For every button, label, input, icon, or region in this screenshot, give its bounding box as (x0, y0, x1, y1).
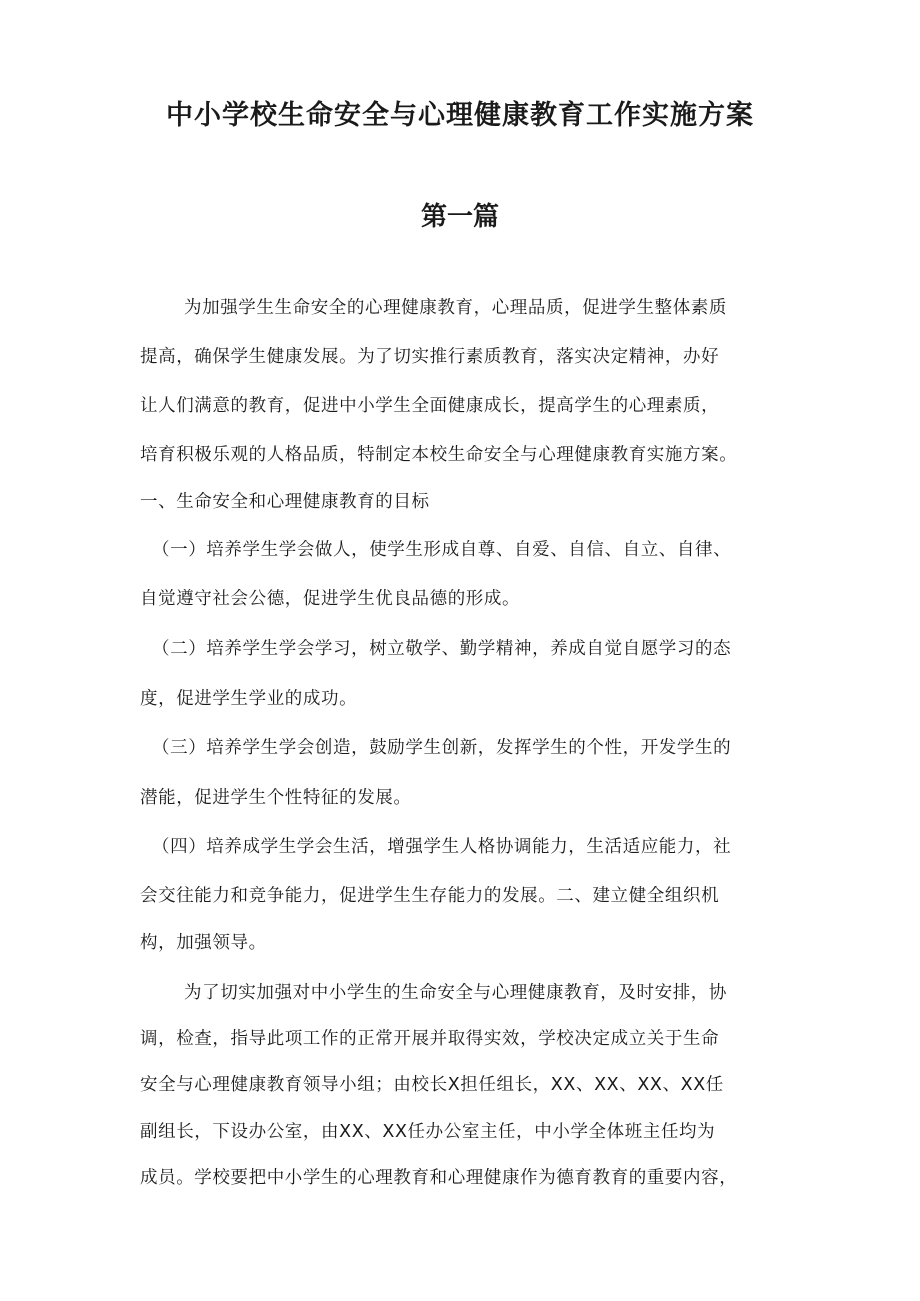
paragraph-line: 培育积极乐观的人格品质，特制定本校生命安全与心理健康教育实施方案。 (140, 445, 738, 465)
paragraph-line: （二）培养学生学会学习，树立敬学、勤学精神，养成自觉自愿学习的态 (152, 639, 732, 659)
paragraph-line: 构，加强领导。 (140, 933, 267, 953)
paragraph-line: 为了切实加强对中小学生的生命安全与心理健康教育，及时安排，协 (184, 983, 727, 1003)
paragraph-line: 让人们满意的教育，促进中小学生全面健康成长，提高学生的心理素质， (140, 396, 720, 416)
section-heading: 第一篇 (420, 202, 499, 232)
paragraph-line: （三）培养学生学会创造，鼓励学生创新，发挥学生的个性，开发学生的 (152, 738, 732, 758)
paragraph-line: 为加强学生生命安全的心理健康教育，心理品质，促进学生整体素质 (184, 298, 727, 318)
paragraph-line: （一）培养学生学会做人，使学生形成自尊、自爱、自信、自立、自律、 (152, 540, 732, 560)
paragraph-line: 提高，确保学生健康发展。为了切实推行素质教育，落实决定精神，办好 (140, 347, 720, 367)
paragraph-line: 成员。学校要把中小学生的心理教育和心理健康作为德育教育的重要内容， (140, 1168, 738, 1188)
section-heading-line: 一、生命安全和心理健康教育的目标 (140, 492, 430, 512)
paragraph-line: 度，促进学生学业的成功。 (140, 689, 358, 709)
document-title: 中小学校生命安全与心理健康教育工作实施方案 (166, 100, 754, 131)
paragraph-line: 潜能，促进学生个性特征的发展。 (140, 788, 412, 808)
paragraph-line: 调，检查，指导此项工作的正常开展并取得实效，学校决定成立关于生命 (140, 1029, 720, 1049)
paragraph-line: 会交往能力和竞争能力，促进学生生存能力的发展。二、建立健全组织机 (140, 886, 720, 906)
paragraph-line: 副组长，下设办公室，由XX、XX任办公室主任，中小学全体班主任均为 (140, 1122, 716, 1142)
paragraph-line: 自觉遵守社会公德，促进学生优良品德的形成。 (140, 589, 521, 609)
paragraph-line: 安全与心理健康教育领导小组；由校长X担任组长，XX、XX、XX、XX任 (140, 1075, 724, 1095)
paragraph-line: （四）培养成学生学会生活，增强学生人格协调能力，生活适应能力，社 (152, 837, 732, 857)
